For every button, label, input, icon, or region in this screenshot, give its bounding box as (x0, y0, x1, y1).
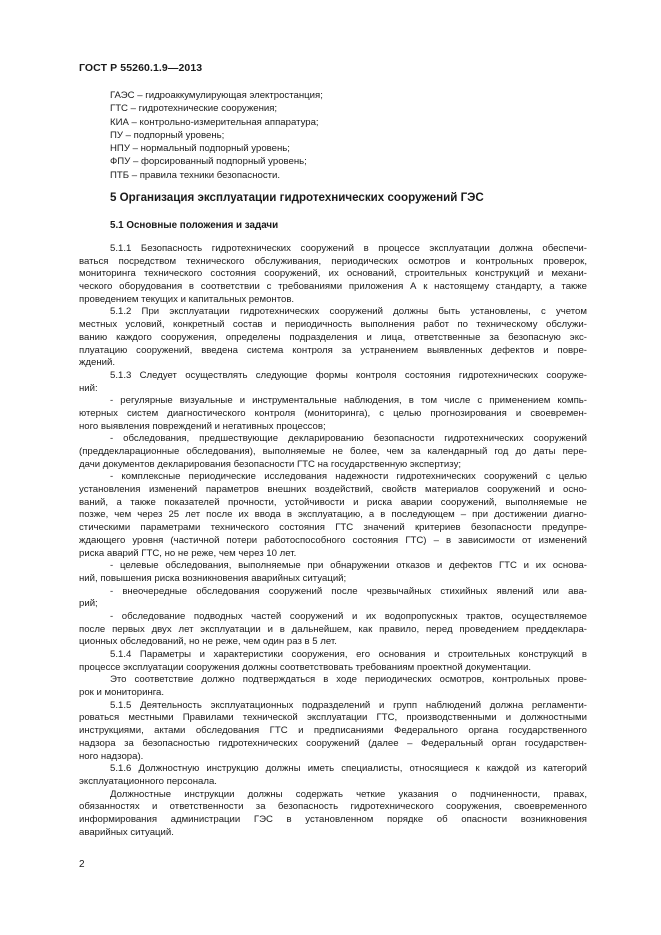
paragraph-line: Это соответствие должно подтверждаться в ходе периодических осмотров, контрольных прове- (110, 674, 587, 686)
paragraph (79, 674, 587, 699)
paragraph (79, 789, 587, 840)
page-number: 2 (79, 859, 85, 870)
paragraph-line: ваться посредством технического обслуживания, периодических осмотров и контрольных проверок, (79, 255, 587, 267)
paragraph-line: установления изменений параметров внешних воздействий, свойств материалов сооружений и осно- (79, 484, 587, 496)
paragraph-line: - целевые обследования, выполняемые при обнаружении отказов и дефектов ГТС и их основа- (110, 560, 587, 572)
subsection-title: 5.1 Основные положения и задачи (110, 220, 279, 231)
paragraph-line: - регулярные визуальные и инструментальные наблюдения, в том числе с применением компь- (110, 395, 587, 407)
paragraph-line: ного надзора). (79, 750, 144, 762)
paragraph-line: ждений. (79, 357, 116, 369)
paragraph-line: позже, чем через 25 лет после их ввода в эксплуатацию, а в последующем – при достижении диагно- (79, 509, 587, 521)
paragraph-line: 5.1.5 Деятельность эксплуатационных подразделений и групп наблюдений должна регламенти- (110, 699, 587, 711)
paragraph-line: плуатацию сооружений, введена система контроля за устранением выявленных дефектов и повре- (79, 344, 587, 356)
paragraph-line: информирования администрации ГЭС в установленном порядке об опасности возникновения (79, 813, 587, 825)
paragraph (79, 306, 587, 369)
paragraph (79, 471, 587, 560)
paragraph-line: рий; (79, 598, 98, 610)
abbreviation-item: ПУ – подпорный уровень; (110, 129, 225, 141)
paragraph-line: обязанностях и ответственности за безопасность гидротехнического сооружения, своевременного (79, 801, 587, 813)
paragraph-line: 5.1.2 При эксплуатации гидротехнических сооружений должны быть установлены, с учетом (110, 306, 587, 318)
document-header: ГОСТ Р 55260.1.9—2013 (79, 62, 203, 74)
paragraph (79, 243, 587, 306)
paragraph-line: после первых двух лет эксплуатации и в дальнейшем, как правило, перед проведением преддеклара- (79, 623, 587, 635)
abbreviation-item: ПТБ – правила техники безопасности. (110, 169, 281, 181)
paragraph-line: ний: (79, 382, 98, 394)
abbreviation-item: ГТС – гидротехнические сооружения; (110, 103, 278, 115)
paragraph-line: рок и мониторинга. (79, 687, 165, 699)
paragraph-line: процессе эксплуатации сооружения должны соответствовать требованиям проектной документации. (79, 661, 532, 673)
paragraph-line: риска аварий ГТС, но не реже, чем через 10 лет. (79, 547, 297, 559)
paragraph-line: (преддекларационные обследования), выполняемые не более, чем за календарный год до даты пере- (79, 446, 587, 457)
paragraph-line: 5.1.3 Следует осуществлять следующие формы контроля состояния гидротехнических сооруже- (110, 369, 587, 381)
paragraph-line: местных условий, конкретный состав и периодичность выполнения работ по техническому обслужи- (79, 319, 587, 331)
paragraph (79, 649, 587, 674)
paragraph (79, 586, 587, 611)
paragraph-line: ванию каждого сооружения, определены подразделения и лица, ответственные за безопасную экс- (79, 331, 587, 343)
abbreviation-item: НПУ – нормальный подпорный уровень; (110, 143, 290, 155)
abbreviation-item: КИА – контрольно-измерительная аппаратура; (110, 116, 319, 128)
paragraph (79, 560, 587, 585)
paragraph-line: 5.1.4 Параметры и характеристики сооружения, его основания и строительных конструкций в (110, 649, 587, 660)
paragraph (79, 433, 587, 471)
paragraph-line: надзора за безопасностью гидротехнических сооружений (далее – Федеральный орган государствен- (79, 737, 587, 749)
paragraph-line: ютерных систем диагностического контроля (мониторинга), с целью прогнозирования и своевремен- (79, 407, 587, 419)
paragraph (79, 700, 587, 763)
paragraph-line: стическими параметрами технического состояния ГТС значений критериев безопасности предупре- (79, 522, 587, 534)
paragraph-line: Должностные инструкции должны содержать четкие указания о подчиненности, правах, (110, 788, 587, 800)
paragraph-line: ного выявления повреждений и негативных процессов; (79, 420, 326, 432)
paragraph-line: проведением текущих и капитальных ремонтов. (79, 293, 295, 305)
paragraph-line: мониторинга технического состояния сооружений, их оснований, строительных конструкций и механи- (79, 268, 587, 280)
paragraph-line: роваться местными Правилами технической эксплуатации ГТС, производственными и должностными (79, 712, 587, 724)
abbreviation-list (110, 89, 590, 182)
section-title: 5 Организация эксплуатации гидротехнических сооружений ГЭС (110, 191, 484, 204)
paragraph-line: - комплексные периодические исследования надежности гидротехнических сооружений с целью (110, 471, 587, 483)
paragraph-line: 5.1.6 Должностную инструкцию должны иметь специалисты, относящиеся к каждой из категорий (110, 763, 587, 775)
abbreviation-item: ГАЭС – гидроаккумулирующая электростанция; (110, 90, 323, 101)
paragraph-line: инструкциями, актами обследования ГТС и предписаниями Федерального органа государственного (79, 725, 587, 737)
paragraph-line: ваний, а также показателей прочности, устойчивости и риска аварии сооружений, выполняемые не (79, 496, 587, 508)
paragraph-line: ционных обследований, но не реже, чем один раз в 5 лет. (79, 636, 337, 648)
paragraph-line: эксплуатационного персонала. (79, 775, 217, 787)
paragraph-line: дачи документов декларирования безопасности ГТС на государственную экспертизу; (79, 458, 462, 470)
paragraph-line: - внеочередные обследования сооружений после чрезвычайных стихийных явлений или ава- (110, 585, 587, 597)
paragraph-line: - обследование подводных частей сооружений и их водопропускных трактов, осуществляемое (110, 610, 587, 622)
paragraph (79, 395, 587, 433)
paragraph-line: 5.1.1 Безопасность гидротехнических сооружений в процессе эксплуатации должна обеспечи- (110, 243, 587, 254)
paragraph (79, 611, 587, 649)
body-text (79, 243, 587, 839)
abbreviation-item: ФПУ – форсированный подпорный уровень; (110, 156, 307, 168)
paragraph (79, 370, 587, 395)
paragraph-line: аварийных ситуаций. (79, 826, 174, 838)
paragraph-line: ческого оборудования в соответствии с требованиями приложения А к настоящему стандарту, а также (79, 281, 587, 293)
paragraph-line: - обследования, предшествующие декларированию безопасности гидротехнических сооружений (110, 433, 587, 445)
paragraph-line: ний, повышения риска возникновения аварийных ситуаций; (79, 572, 347, 584)
paragraph (79, 763, 587, 788)
paragraph-line: ждающего уровня (частичной потери работоспособного состояния ГТС) – в зависимости от изменений (79, 534, 587, 546)
